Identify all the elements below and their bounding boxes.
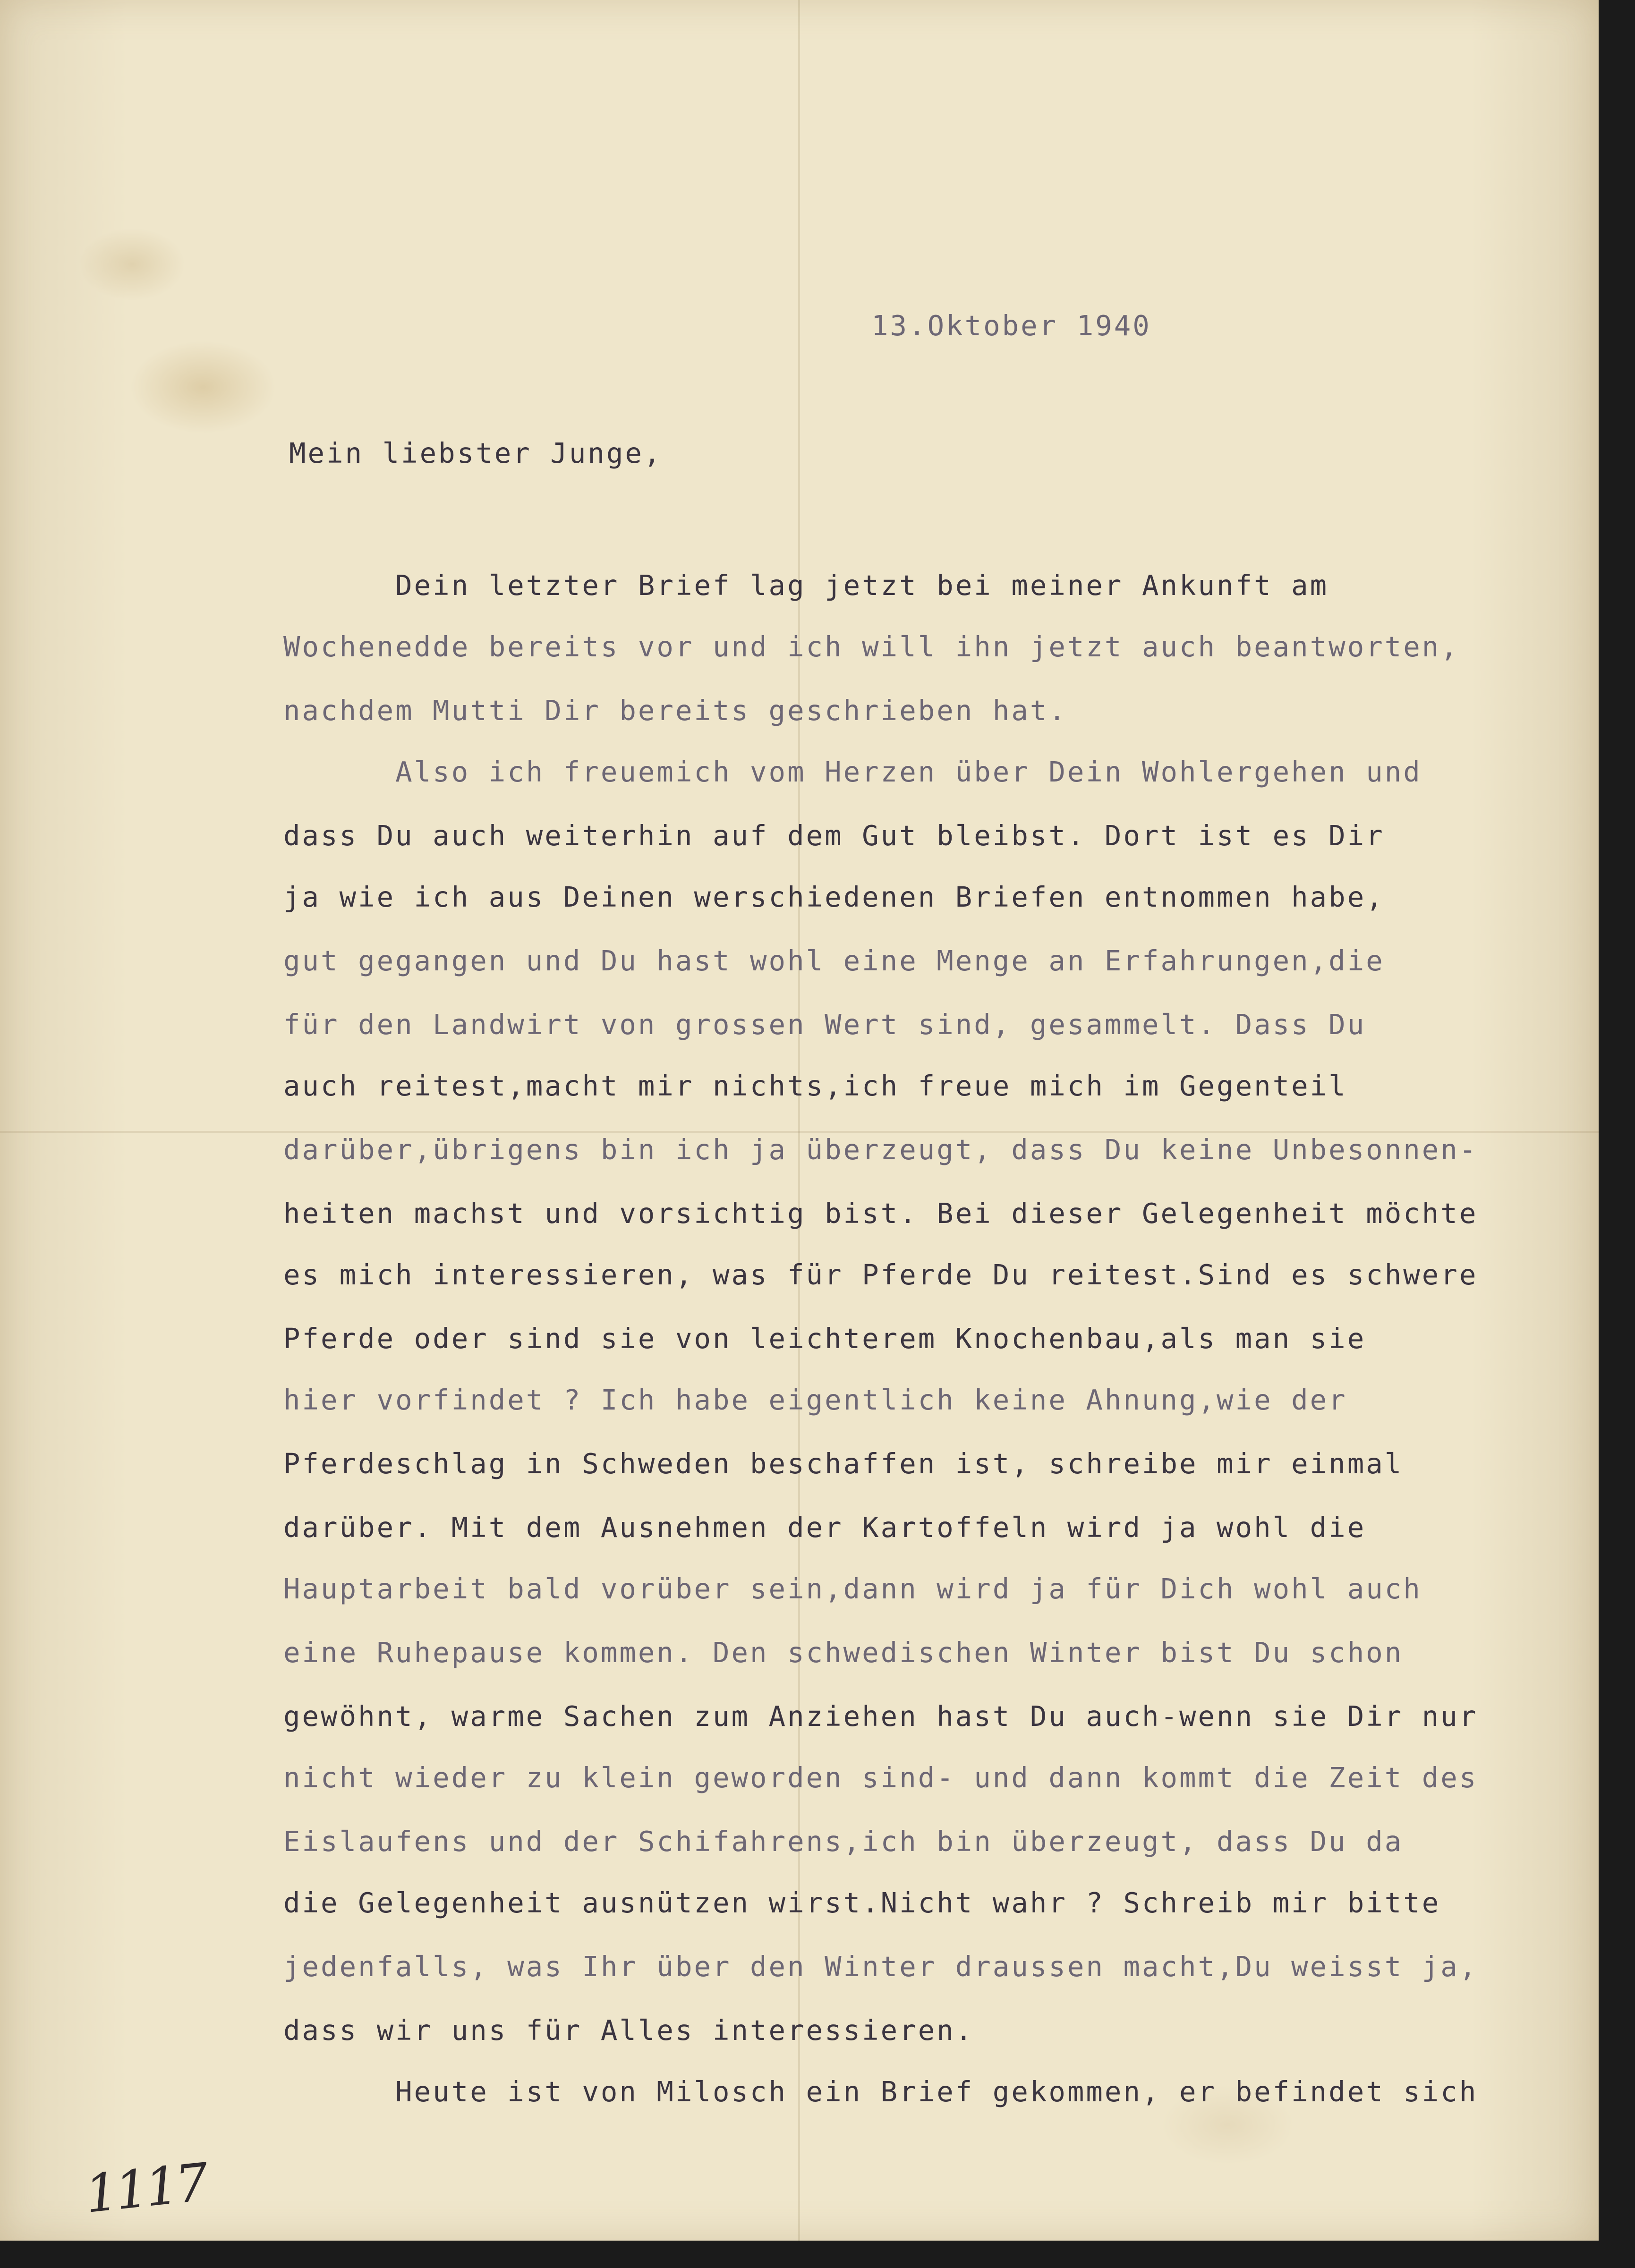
letter-date: 13.Oktober 1940 xyxy=(871,309,1151,342)
letter-line: eine Ruhepause kommen. Den schwedischen Winter bist Du schon xyxy=(283,1636,1404,1669)
letter-line: heiten machst und vorsichtig bist. Bei dieser Gelegenheit möchte xyxy=(283,1197,1478,1230)
letter-line: Hauptarbeit bald vorüber sein,dann wird ja für Dich wohl auch xyxy=(283,1572,1422,1605)
letter-line: Dein letzter Brief lag jetzt bei meiner Ankunft am xyxy=(283,569,1329,602)
letter-line: dass Du auch weiterhin auf dem Gut bleibst. Dort ist es Dir xyxy=(283,819,1385,852)
letter-line: darüber. Mit dem Ausnehmen der Kartoffeln wird ja wohl die xyxy=(283,1511,1366,1544)
letter-line: Pferdeschlag in Schweden beschaffen ist, schreibe mir einmal xyxy=(283,1447,1404,1480)
letter-line: nicht wieder zu klein geworden sind- und dann kommt die Zeit des xyxy=(283,1761,1478,1794)
letter-line: Heute ist von Milosch ein Brief gekommen, er befindet sich xyxy=(283,2075,1478,2108)
letter-line: jedenfalls, was Ihr über den Winter draussen macht,Du weisst ja, xyxy=(283,1950,1478,1983)
letter-line: Pferde oder sind sie von leichterem Knochenbau,als man sie xyxy=(283,1322,1366,1355)
letter-line: Also ich freuemich vom Herzen über Dein Wohlergehen und xyxy=(283,756,1422,788)
horizontal-fold xyxy=(0,1131,1599,1133)
letter-line: die Gelegenheit ausnützen wirst.Nicht wahr ? Schreib mir bitte xyxy=(283,1886,1441,1919)
letter-line: darüber,übrigens bin ich ja überzeugt, dass Du keine Unbesonnen- xyxy=(283,1133,1478,1166)
letter-line: gut gegangen und Du hast wohl eine Menge an Erfahrungen,die xyxy=(283,944,1385,977)
letter-line: Wochenedde bereits vor und ich will ihn jetzt auch beantworten, xyxy=(283,630,1459,663)
letter-line: Eislaufens und der Schifahrens,ich bin überzeugt, dass Du da xyxy=(283,1825,1404,1858)
letter-line: ja wie ich aus Deinen werschiedenen Briefen entnommen habe, xyxy=(283,881,1385,913)
letter-line: auch reitest,macht mir nichts,ich freue mich im Gegenteil xyxy=(283,1070,1347,1102)
letter-line: für den Landwirt von grossen Wert sind, gesammelt. Dass Du xyxy=(283,1008,1366,1041)
archive-number: 1117 xyxy=(82,2151,209,2225)
letter-line: nachdem Mutti Dir bereits geschrieben hat. xyxy=(283,694,1067,727)
letter-greeting: Mein liebster Junge, xyxy=(289,437,663,469)
letter-line: gewöhnt, warme Sachen zum Anziehen hast Du auch-wenn sie Dir nur xyxy=(283,1700,1478,1733)
letter-line: es mich interessieren, was für Pferde Du reitest.Sind es schwere xyxy=(283,1258,1478,1291)
letter-line: hier vorfindet ? Ich habe eigentlich keine Ahnung,wie der xyxy=(283,1384,1347,1416)
letter-line: dass wir uns für Alles interessieren. xyxy=(283,2014,974,2047)
